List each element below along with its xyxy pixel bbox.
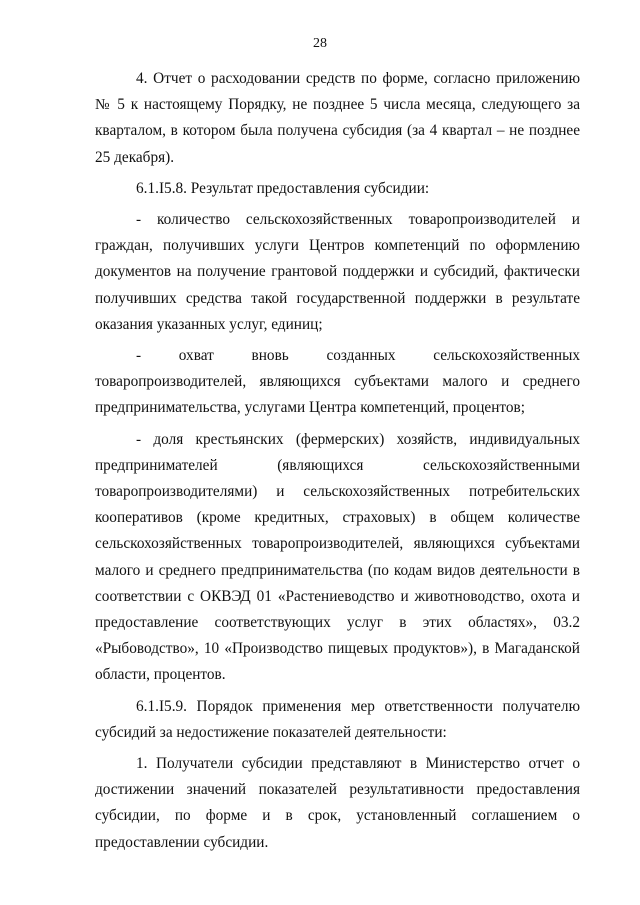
paragraph-recipients-report: 1. Получатели субсидии представляют в Министерство отчет о достижении значений показателей результативности предоставления субсидии, по форме и в срок, установленный соглашением о предоставлении субсидии. xyxy=(95,755,580,851)
document-body xyxy=(95,66,580,861)
paragraph-result-share: - доля крестьянских (фермерских) хозяйств, индивидуальных предпринимателей (являющихся сельскохозяйственными товаропроизводителями) и сельскохозяйственных потребительских кооперативов (кроме кредитных, страховых) в общем количестве сельскохозяйственных товаропроизводителей, являющихся субъектами малого и среднего предпринимательства (по кодам видов деятельности в соответствии с ОКВЭД 01 «Растениеводство и животноводство, охота и предоставление соответствующих услуг в этих областях», 03.2 «Рыбоводство», 10 «Производство пищевых продуктов»), в Магаданской области, процентов. xyxy=(95,430,580,684)
paragraph-result-coverage: - охват вновь созданных сельскохозяйственных товаропроизводителей, являющихся субъектами малого и среднего предпринимательства, услугами Центра компетенций, процентов; xyxy=(95,347,580,417)
paragraph-result-count: - количество сельскохозяйственных товаропроизводителей и граждан, получивших услуги Центров компетенций по оформлению документов на получение грантовой поддержки и субсидий, фактически получивших средства такой государственной поддержки в результате оказания указанных услуг, единиц; xyxy=(95,211,580,333)
paragraph-report-expenditure: 4. Отчет о расходовании средств по форме, согласно приложению № 5 к настоящему Порядку, не позднее 5 числа месяца, следующего за кварталом, в котором была получена субсидия (за 4 квартал – не позднее 25 декабря). xyxy=(95,70,580,166)
paragraph-heading-result: 6.1.I5.8. Результат предоставления субсидии: xyxy=(136,179,430,197)
paragraph-heading-liability: 6.1.I5.9. Порядок применения мер ответственности получателю субсидий за недостижение показателей деятельности: xyxy=(95,697,580,741)
page-number: 28 xyxy=(313,36,327,51)
